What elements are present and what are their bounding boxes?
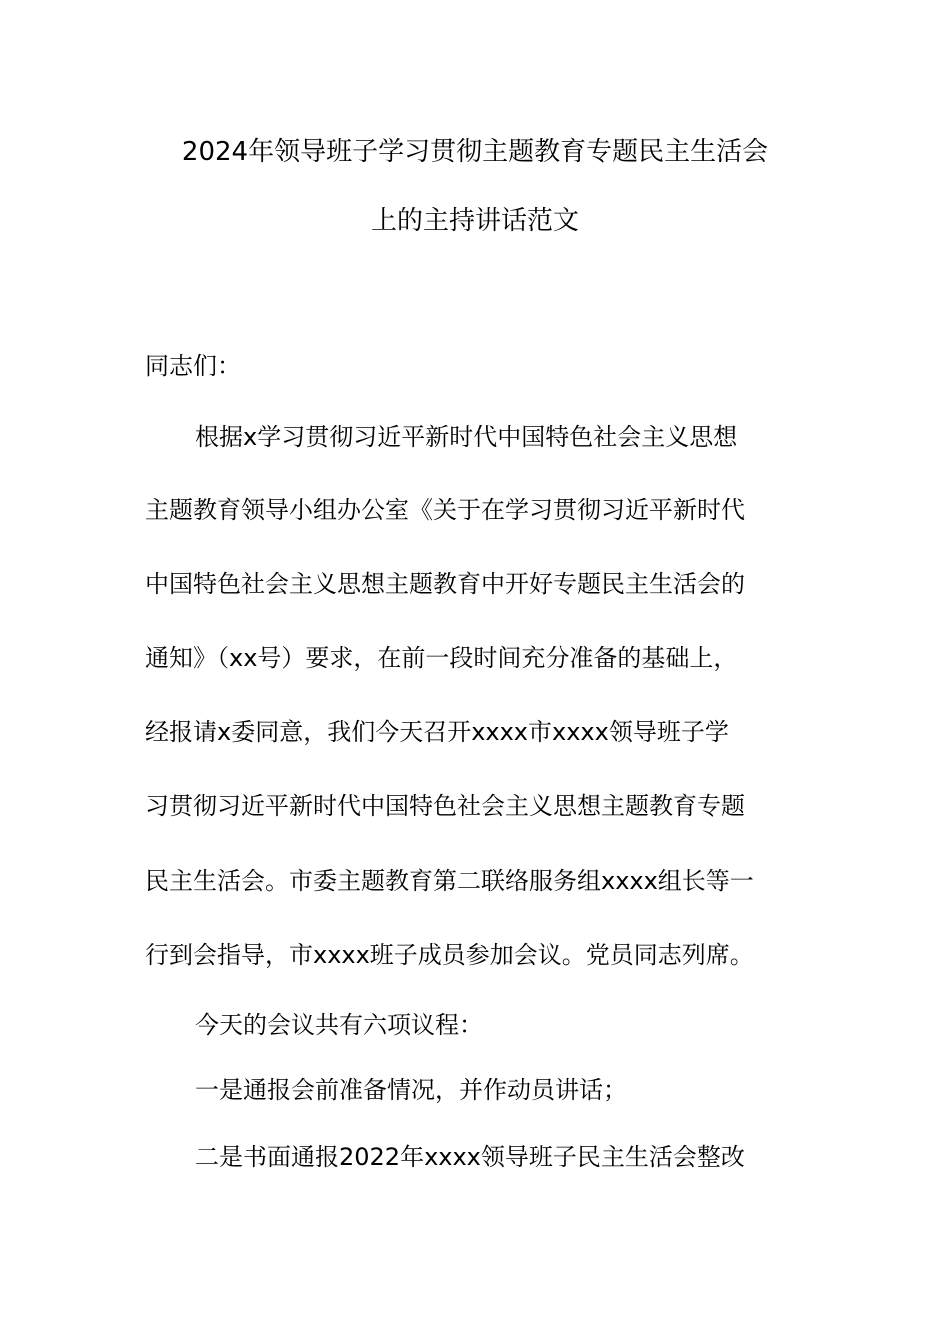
body-line: 民主生活会。市委主题教育第二联络服务组xxxx组长等一 [145, 867, 754, 895]
body-line: 主题教育领导小组办公室《关于在学习贯彻习近平新时代 [145, 496, 745, 524]
salutation: 同志们： [145, 352, 241, 380]
body-line: 根据x学习贯彻习近平新时代中国特色社会主义思想 [195, 423, 738, 451]
agenda-item: 一是通报会前准备情况，并作动员讲话； [195, 1076, 627, 1104]
body-line: 经报请x委同意，我们今天召开xxxx市xxxx领导班子学 [145, 718, 729, 746]
agenda-item: 二是书面通报2022年xxxx领导班子民主生活会整改 [195, 1143, 745, 1171]
body-line: 中国特色社会主义思想主题教育中开好专题民主生活会的 [145, 570, 745, 598]
body-line: 通知》（xx号）要求，在前一段时间充分准备的基础上， [145, 644, 738, 672]
document-title-line-1: 2024年领导班子学习贯彻主题教育专题民主生活会 [181, 137, 769, 167]
body-line: 习贯彻习近平新时代中国特色社会主义思想主题教育专题 [145, 792, 745, 820]
agenda-intro: 今天的会议共有六项议程： [195, 1011, 483, 1039]
body-line: 行到会指导，市xxxx班子成员参加会议。党员同志列席。 [145, 941, 754, 969]
document-title-line-2: 上的主持讲话范文 [370, 206, 579, 236]
